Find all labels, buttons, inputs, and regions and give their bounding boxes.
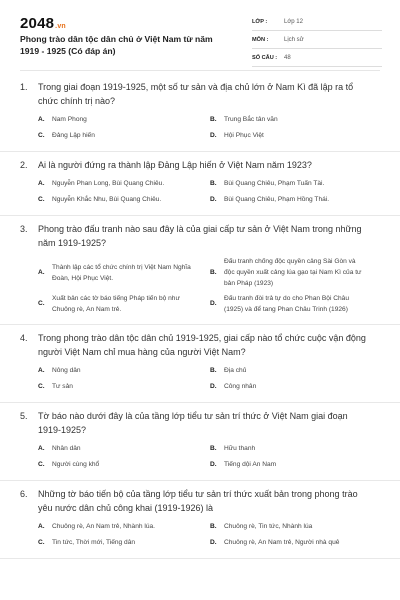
option-letter: C. — [38, 461, 45, 468]
option-letter: D. — [210, 196, 217, 203]
question-item — [0, 403, 400, 481]
question-item — [0, 216, 400, 325]
answer-option[interactable] — [38, 293, 210, 315]
answer-option[interactable] — [38, 537, 210, 549]
option-text: Chuông rè, An Nam trẻ, Người nhà quê — [224, 539, 340, 546]
question-text: Ai là người đứng ra thành lập Đảng Lập hiến ở Việt Nam năm 1923? — [38, 160, 312, 170]
option-letter: B. — [210, 445, 217, 452]
option-letter: B. — [210, 367, 217, 374]
option-text: Người cùng khổ — [52, 461, 100, 468]
answer-option[interactable] — [210, 114, 370, 126]
option-letter: A. — [38, 180, 45, 187]
option-letter: A. — [38, 116, 45, 123]
option-letter: C. — [38, 383, 45, 390]
document-meta — [252, 13, 382, 67]
option-letter: C. — [38, 196, 45, 203]
meta-row-class — [252, 13, 382, 31]
question-number: 1. — [20, 82, 28, 92]
option-letter: A. — [38, 268, 45, 276]
answer-option[interactable] — [38, 194, 210, 206]
meta-label: LỚP : — [252, 18, 268, 25]
answer-option[interactable] — [210, 381, 370, 393]
option-text: Địa chủ — [224, 367, 247, 374]
option-text: Công nhân — [224, 383, 257, 390]
option-text: Nguyễn Phan Long, Bùi Quang Chiêu. — [52, 180, 165, 187]
option-text: Đấu tranh chống độc quyền cảng Sài Gòn và độc quyền xuất cảng lúa gạo tại Nam Kì của tư bản Pháp (1923) — [224, 258, 362, 287]
option-letter: C. — [38, 132, 45, 139]
question-text: Trong giai đoạn 1919-1925, một số tư sản và địa chủ lớn ở Nam Kì đã lập ra tổ chức chính trị nào? — [38, 82, 354, 106]
meta-label: MÔN : — [252, 36, 269, 43]
question-number: 4. — [20, 333, 28, 343]
option-text: Thành lập các tổ chức chính trị Việt Nam Nghĩa Đoàn, Hội Phục Việt. — [52, 263, 191, 282]
question-text: Phong trào đấu tranh nào sau đây là của giai cấp tư sản ở Việt Nam trong những năm 1919-1925? — [38, 224, 362, 248]
answer-option[interactable] — [38, 443, 210, 455]
answer-option[interactable] — [210, 521, 370, 533]
option-letter: A. — [38, 523, 45, 530]
option-text: Đấu tranh đòi trả tự do cho Phan Bội Châu (1925) và để tang Phan Châu Trinh (1926) — [224, 295, 350, 313]
question-text: Trong phong trào dân tộc dân chủ 1919-1925, giai cấp nào tổ chức cuộc vận động người Việt Nam chỉ mua hàng của người Việt Nam? — [38, 333, 366, 357]
question-item — [0, 481, 400, 559]
option-text: Trung Bắc tân văn — [224, 116, 278, 123]
option-text: Tin tức, Thời mới, Tiếng dân — [52, 539, 136, 546]
option-letter: D. — [210, 132, 217, 139]
option-text: Nông dân — [52, 367, 81, 374]
answer-option[interactable] — [38, 365, 210, 377]
option-letter: C. — [38, 300, 45, 307]
option-letter: C. — [38, 539, 45, 546]
question-item — [0, 152, 400, 216]
option-text: Nhân dân — [52, 445, 81, 452]
meta-value: Lớp 12 — [284, 18, 303, 25]
option-text: Hội Phục Việt — [224, 132, 264, 139]
question-number: 6. — [20, 489, 28, 499]
answer-option[interactable] — [210, 256, 370, 289]
option-letter: B. — [210, 180, 217, 187]
logo-text: 2048 — [20, 15, 55, 32]
site-logo[interactable] — [20, 15, 66, 32]
answer-option[interactable] — [210, 443, 370, 455]
document-title: Phong trào dân tộc dân chủ ở Việt Nam từ năm 1919 - 1925 (Có đáp án) — [20, 34, 213, 56]
question-list — [0, 74, 400, 559]
option-text: Chuông rè, An Nam trẻ, Nhành lúa. — [52, 523, 155, 530]
answer-option[interactable] — [38, 381, 210, 393]
option-text: Hữu thanh — [224, 445, 256, 452]
answer-option[interactable] — [210, 459, 370, 471]
option-text: Chuông rè, Tin tức, Nhành lúa — [224, 523, 313, 530]
page-header — [0, 0, 400, 70]
question-item — [0, 74, 400, 152]
answer-option[interactable] — [38, 256, 210, 289]
option-letter: D. — [210, 383, 217, 390]
question-number: 3. — [20, 224, 28, 234]
option-letter: B. — [210, 116, 217, 123]
question-text: Những tờ báo tiến bộ của tầng lớp tiểu tư sản trí thức xuất bản trong phong trào yêu nước dân chủ công khai (1919-1926) là — [38, 489, 358, 513]
meta-value: 48 — [284, 54, 291, 61]
option-text: Nguyễn Khắc Nhu, Bùi Quang Chiêu. — [52, 196, 162, 203]
answer-option[interactable] — [38, 178, 210, 190]
answer-option[interactable] — [210, 365, 370, 377]
option-text: Tiếng dội An Nam — [224, 461, 277, 468]
logo-suffix: .vn — [55, 23, 66, 30]
option-letter: D. — [210, 300, 217, 307]
option-text: Tư sản — [52, 383, 73, 390]
question-item — [0, 325, 400, 403]
option-letter: A. — [38, 367, 45, 374]
meta-label: SỐ CÂU : — [252, 54, 278, 61]
option-letter: D. — [210, 461, 217, 468]
meta-value: Lịch sử — [284, 36, 304, 43]
answer-option[interactable] — [210, 537, 370, 549]
option-text: Xuất bản các tờ báo tiếng Pháp tiến bộ như Chuông rè, An Nam trẻ. — [52, 295, 180, 313]
option-text: Bùi Quang Chiêu, Phạm Tuấn Tài. — [224, 180, 325, 187]
option-letter: B. — [210, 523, 217, 530]
answer-option[interactable] — [210, 178, 370, 190]
question-number: 5. — [20, 411, 28, 421]
header-divider — [20, 70, 380, 71]
answer-option[interactable] — [38, 130, 210, 142]
option-letter: D. — [210, 539, 217, 546]
answer-option[interactable] — [210, 194, 370, 206]
answer-option[interactable] — [38, 114, 210, 126]
answer-option[interactable] — [38, 521, 210, 533]
option-letter: A. — [38, 445, 45, 452]
meta-row-count — [252, 49, 382, 67]
option-text: Đảng Lập hiến — [52, 132, 95, 139]
answer-option[interactable] — [210, 293, 370, 315]
question-number: 2. — [20, 160, 28, 170]
meta-row-subject — [252, 31, 382, 49]
option-text: Bùi Quang Chiêu, Phạm Hồng Thái. — [224, 196, 330, 203]
option-text: Nam Phong — [52, 116, 87, 123]
answer-option[interactable] — [38, 459, 210, 471]
question-text: Tờ báo nào dưới đây là của tầng lớp tiểu tư sản trí thức ở Việt Nam giai đoạn 1919-1925? — [38, 411, 348, 435]
option-letter: B. — [210, 268, 217, 276]
answer-option[interactable] — [210, 130, 370, 142]
